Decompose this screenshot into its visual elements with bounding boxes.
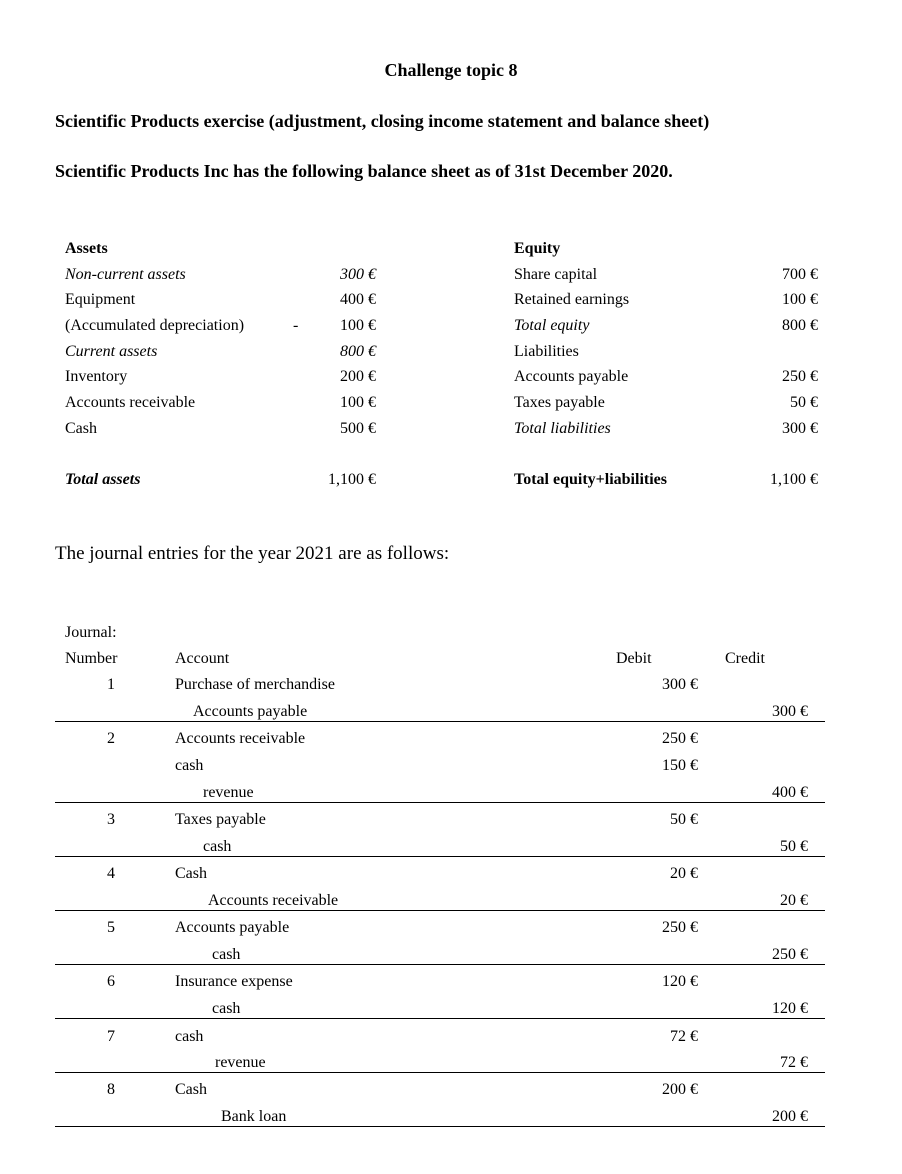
entry-debit: 300 € bbox=[662, 676, 698, 693]
entry-divider bbox=[55, 1126, 825, 1127]
entry-debit: 200 € bbox=[662, 1081, 698, 1098]
entry-account: cash bbox=[203, 838, 232, 855]
entry-account: cash bbox=[212, 946, 241, 963]
entry-credit: 50 € bbox=[780, 838, 808, 855]
entry-account: Cash bbox=[175, 865, 207, 882]
intro-text: Scientific Products Inc has the following balance sheet as of 31st December 2020. bbox=[55, 161, 673, 181]
asset-label: Cash bbox=[65, 420, 97, 437]
header-account: Account bbox=[175, 650, 230, 667]
journal-label: Journal: bbox=[65, 624, 117, 641]
entry-debit: 120 € bbox=[662, 973, 698, 990]
entry-divider bbox=[55, 1018, 825, 1019]
entry-account: cash bbox=[212, 1000, 241, 1017]
entry-number: 4 bbox=[107, 865, 115, 882]
equity-label: Total liabilities bbox=[514, 420, 611, 437]
liabilities-heading: Liabilities bbox=[514, 343, 579, 360]
entry-credit: 400 € bbox=[772, 784, 808, 801]
page-title: Challenge topic 8 bbox=[384, 60, 518, 80]
equity-heading: Equity bbox=[514, 240, 561, 257]
entry-account: Purchase of merchandise bbox=[175, 676, 335, 693]
entry-divider bbox=[55, 1072, 825, 1073]
entry-number: 3 bbox=[107, 811, 115, 828]
asset-label: Non-current assets bbox=[65, 266, 186, 283]
total-el-label: Total equity+liabilities bbox=[514, 471, 667, 488]
exercise-subtitle: Scientific Products exercise (adjustment, closing income statement and balance sheet) bbox=[55, 111, 710, 131]
entry-number: 2 bbox=[107, 730, 115, 747]
entry-debit: 72 € bbox=[670, 1028, 698, 1045]
header-credit: Credit bbox=[725, 650, 765, 667]
entry-divider bbox=[55, 721, 825, 722]
equity-value: 700 € bbox=[782, 266, 818, 283]
asset-value: 800 € bbox=[340, 343, 376, 360]
header-debit: Debit bbox=[616, 650, 652, 667]
entry-credit: 200 € bbox=[772, 1108, 808, 1125]
total-assets-label: Total assets bbox=[65, 471, 141, 488]
entry-account: cash bbox=[175, 1028, 204, 1045]
entry-debit: 150 € bbox=[662, 757, 698, 774]
entry-number: 7 bbox=[107, 1028, 115, 1045]
asset-value: 400 € bbox=[340, 291, 376, 308]
entry-account: Insurance expense bbox=[175, 973, 293, 990]
equity-value: 100 € bbox=[782, 291, 818, 308]
asset-value: 100 € bbox=[340, 394, 376, 411]
total-assets-value: 1,100 € bbox=[328, 471, 376, 488]
entry-account: revenue bbox=[215, 1054, 266, 1071]
equity-value: 50 € bbox=[790, 394, 818, 411]
entry-account: Cash bbox=[175, 1081, 207, 1098]
asset-label: (Accumulated depreciation) bbox=[65, 317, 245, 334]
asset-value: 300 € bbox=[340, 266, 376, 283]
equity-label: Taxes payable bbox=[514, 394, 605, 411]
header-number: Number bbox=[65, 650, 118, 667]
entry-account: Taxes payable bbox=[175, 811, 266, 828]
entry-account: Accounts payable bbox=[175, 919, 290, 936]
minus-sign: - bbox=[293, 317, 299, 334]
entry-debit: 20 € bbox=[670, 865, 698, 882]
entry-number: 1 bbox=[107, 676, 115, 693]
entry-account: Accounts receivable bbox=[208, 892, 339, 909]
equity-value: 800 € bbox=[782, 317, 818, 334]
entry-divider bbox=[55, 802, 825, 803]
asset-label: Current assets bbox=[65, 343, 158, 360]
equity-value: 300 € bbox=[782, 420, 818, 437]
assets-heading: Assets bbox=[65, 240, 108, 257]
entry-divider bbox=[55, 856, 825, 857]
entry-number: 8 bbox=[107, 1081, 115, 1098]
entry-divider bbox=[55, 964, 825, 965]
entry-credit: 72 € bbox=[780, 1054, 808, 1071]
entry-number: 6 bbox=[107, 973, 115, 990]
entry-credit: 120 € bbox=[772, 1000, 808, 1017]
entry-debit: 50 € bbox=[670, 811, 698, 828]
equity-label: Accounts payable bbox=[514, 368, 629, 385]
entry-credit: 250 € bbox=[772, 946, 808, 963]
entry-account: cash bbox=[175, 757, 204, 774]
asset-value: 200 € bbox=[340, 368, 376, 385]
entry-credit: 20 € bbox=[780, 892, 808, 909]
asset-label: Accounts receivable bbox=[65, 394, 196, 411]
asset-label: Inventory bbox=[65, 368, 128, 385]
total-el-value: 1,100 € bbox=[770, 471, 818, 488]
asset-label: Equipment bbox=[65, 291, 136, 308]
entry-debit: 250 € bbox=[662, 919, 698, 936]
entry-debit: 250 € bbox=[662, 730, 698, 747]
asset-value: 500 € bbox=[340, 420, 376, 437]
journal-intro: The journal entries for the year 2021 are as follows: bbox=[55, 543, 450, 564]
equity-label: Total equity bbox=[514, 317, 590, 334]
entry-account: Accounts payable bbox=[193, 703, 308, 720]
entry-account: revenue bbox=[203, 784, 254, 801]
entry-account: Bank loan bbox=[221, 1108, 287, 1125]
equity-label: Share capital bbox=[514, 266, 598, 283]
equity-value: 250 € bbox=[782, 368, 818, 385]
entry-divider bbox=[55, 910, 825, 911]
entry-number: 5 bbox=[107, 919, 115, 936]
entry-credit: 300 € bbox=[772, 703, 808, 720]
asset-value: 100 € bbox=[340, 317, 376, 334]
equity-label: Retained earnings bbox=[514, 291, 630, 308]
entry-account: Accounts receivable bbox=[175, 730, 306, 747]
